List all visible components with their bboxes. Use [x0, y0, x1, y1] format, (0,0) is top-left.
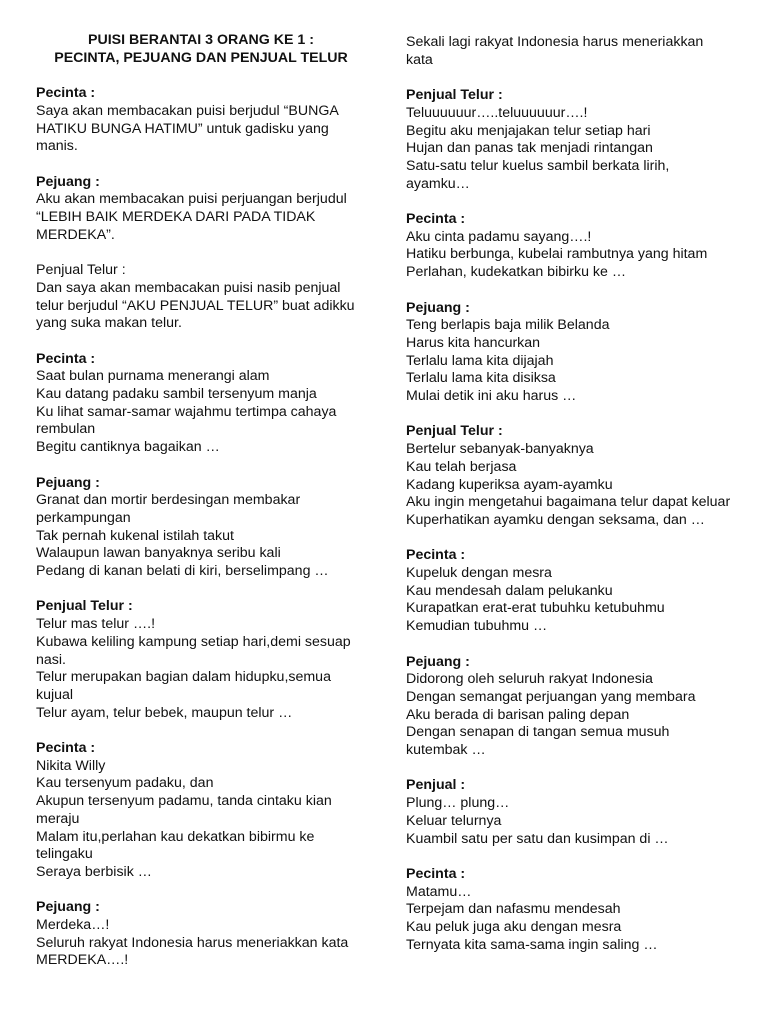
speaker-label: Penjual Telur :	[406, 87, 503, 104]
verse-line: Seluruh rakyat Indonesia harus meneriakkan kata	[36, 934, 349, 951]
stanza	[406, 777, 746, 848]
document-title	[36, 32, 366, 67]
verse-line: Merdeka…!	[36, 917, 110, 934]
verse-line: Kau mendesah dalam pelukanku	[406, 582, 613, 599]
verse-line: Kadang kuperiksa ayam-ayamku	[406, 476, 613, 493]
verse-line: Kau peluk juga aku dengan mesra	[406, 919, 622, 936]
verse-line: Matamu…	[406, 883, 472, 900]
stanza	[406, 866, 746, 955]
verse-line: kutembak …	[406, 742, 486, 759]
verse-line: Malam itu,perlahan kau dekatkan bibirmu ke	[36, 828, 315, 845]
verse-line: telur berjudul “AKU PENJUAL TELUR” buat adikku	[36, 297, 355, 314]
stanza	[36, 740, 366, 882]
verse-line: Kau telah berjasa	[406, 458, 517, 475]
verse-line: rembulan	[36, 421, 96, 438]
stanza	[406, 547, 746, 636]
speaker-label: Penjual Telur :	[36, 262, 126, 279]
speaker-label: Pecinta :	[406, 865, 466, 882]
right-column	[406, 34, 746, 972]
verse-line: Begitu aku menjajakan telur setiap hari	[406, 122, 651, 139]
verse-line: Perlahan, kudekatkan bibirku ke …	[406, 264, 627, 281]
verse-line: HATIKU BUNGA HATIMU” untuk gadisku yang	[36, 120, 329, 137]
verse-line: Kubawa keliling kampung setiap hari,demi sesuap	[36, 633, 351, 650]
stanza	[406, 300, 746, 406]
verse-line: telingaku	[36, 846, 93, 863]
verse-line: Sekali lagi rakyat Indonesia harus meneriakkan	[406, 34, 704, 50]
speaker-label: Pejuang :	[36, 899, 100, 916]
verse-line: Plung… plung…	[406, 795, 510, 812]
verse-line: MERDEKA”.	[36, 226, 115, 243]
verse-line: Hatiku berbunga, kubelai rambutnya yang hitam	[406, 246, 708, 263]
verse-line: Kau tersenyum padaku, dan	[36, 775, 214, 792]
verse-line: Kurapatkan erat-erat tubuhku ketubuhmu	[406, 600, 665, 617]
verse-line: Saya akan membacakan puisi berjudul “BUNGA	[36, 102, 339, 119]
verse-line: Hujan dan panas tak menjadi rintangan	[406, 140, 653, 157]
speaker-label: Pecinta :	[36, 350, 96, 367]
speaker-label: Pejuang :	[406, 653, 470, 670]
speaker-label: Penjual Telur :	[36, 598, 133, 615]
verse-line: nasi.	[36, 651, 66, 668]
speaker-label: Pejuang :	[36, 173, 100, 190]
speaker-label: Pecinta :	[406, 211, 466, 227]
verse-line: Terlalu lama kita dijajah	[406, 352, 554, 369]
speaker-label: Penjual Telur :	[406, 423, 503, 440]
verse-line: Aku akan membacakan puisi perjuangan berjudul	[36, 191, 347, 208]
stanza	[406, 423, 746, 529]
stanza	[36, 262, 366, 333]
title-line-1: PUISI BERANTAI 3 ORANG KE 1 :	[88, 32, 314, 48]
verse-line: Satu-satu telur kuelus sambil berkata lirih,	[406, 157, 670, 174]
verse-line: Teluuuuuur…..teluuuuuur….!	[406, 104, 588, 121]
verse-line: Dan saya akan membacakan puisi nasib penjual	[36, 279, 341, 296]
verse-line: Terlalu lama kita disiksa	[406, 370, 556, 387]
title-line-2: PECINTA, PEJUANG DAN PENJUAL TELUR	[54, 49, 348, 66]
stanza	[36, 475, 366, 581]
speaker-label: Pejuang :	[406, 299, 470, 316]
verse-line: Terpejam dan nafasmu mendesah	[406, 901, 621, 918]
verse-line: “LEBIH BAIK MERDEKA DARI PADA TIDAK	[36, 209, 316, 225]
speaker-label: Penjual :	[406, 777, 466, 794]
verse-line: Granat dan mortir berdesingan membakar	[36, 492, 301, 509]
verse-line: perkampungan	[36, 509, 131, 526]
verse-line: manis.	[36, 138, 78, 155]
verse-line: yang suka makan telur.	[36, 315, 182, 332]
verse-line: kata	[406, 51, 433, 68]
verse-line: Seraya berbisik …	[36, 863, 152, 880]
stanza	[36, 174, 366, 245]
verse-line: Saat bulan purnama menerangi alam	[36, 368, 270, 385]
verse-line: Aku ingin mengetahui bagaimana telur dapat keluar	[406, 494, 731, 511]
stanza	[36, 351, 366, 457]
stanza	[406, 34, 746, 69]
verse-line: Bertelur sebanyak-banyaknya	[406, 441, 594, 458]
stanza	[406, 87, 746, 193]
verse-line: kujual	[36, 686, 74, 703]
verse-line: Didorong oleh seluruh rakyat Indonesia	[406, 671, 653, 688]
verse-line: ayamku…	[406, 175, 470, 192]
speaker-label: Pecinta :	[36, 740, 96, 757]
left-stanza-list	[36, 85, 366, 970]
verse-line: Teng berlapis baja milik Belanda	[406, 317, 610, 334]
speaker-label: Pecinta :	[36, 85, 96, 102]
stanza	[406, 654, 746, 760]
verse-line: Telur merupakan bagian dalam hidupku,semua	[36, 669, 331, 686]
verse-line: Akupun tersenyum padamu, tanda cintaku kian	[36, 793, 332, 810]
verse-line: Tak pernah kukenal istilah takut	[36, 527, 234, 544]
verse-line: Nikita Willy	[36, 757, 106, 774]
verse-line: Harus kita hancurkan	[406, 334, 541, 351]
verse-line: Pedang di kanan belati di kiri, berselimpang …	[36, 563, 329, 580]
verse-line: Kuperhatikan ayamku dengan seksama, dan …	[406, 511, 705, 528]
verse-line: Ku lihat samar-samar wajahmu tertimpa cahaya	[36, 403, 337, 420]
verse-line: Dengan senapan di tangan semua musuh	[406, 724, 670, 741]
verse-line: Kuambil satu per satu dan kusimpan di …	[406, 830, 669, 847]
verse-line: Walaupun lawan banyaknya seribu kali	[36, 545, 281, 562]
verse-line: Dengan semangat perjuangan yang membara	[406, 688, 696, 705]
right-stanza-list	[406, 34, 746, 954]
left-column	[36, 32, 366, 988]
stanza	[36, 85, 366, 156]
stanza	[406, 211, 746, 282]
stanza	[36, 598, 366, 722]
verse-line: Begitu cantiknya bagaikan …	[36, 439, 220, 456]
stanza	[36, 899, 366, 970]
speaker-label: Pejuang :	[36, 474, 100, 491]
verse-line: Kau datang padaku sambil tersenyum manja	[36, 386, 317, 402]
verse-line: Keluar telurnya	[406, 812, 502, 829]
verse-line: Aku berada di barisan paling depan	[406, 706, 630, 723]
verse-line: Aku cinta padamu sayang….!	[406, 228, 592, 245]
verse-line: meraju	[36, 810, 80, 827]
verse-line: Mulai detik ini aku harus …	[406, 388, 577, 405]
speaker-label: Pecinta :	[406, 547, 466, 564]
verse-line: Telur mas telur ….!	[36, 616, 156, 633]
verse-line: Kupeluk dengan mesra	[406, 565, 552, 582]
verse-line: Ternyata kita sama-sama ingin saling …	[406, 936, 658, 953]
verse-line: Telur ayam, telur bebek, maupun telur …	[36, 704, 293, 721]
verse-line: Kemudian tubuhmu …	[406, 618, 548, 635]
verse-line: MERDEKA….!	[36, 952, 129, 969]
